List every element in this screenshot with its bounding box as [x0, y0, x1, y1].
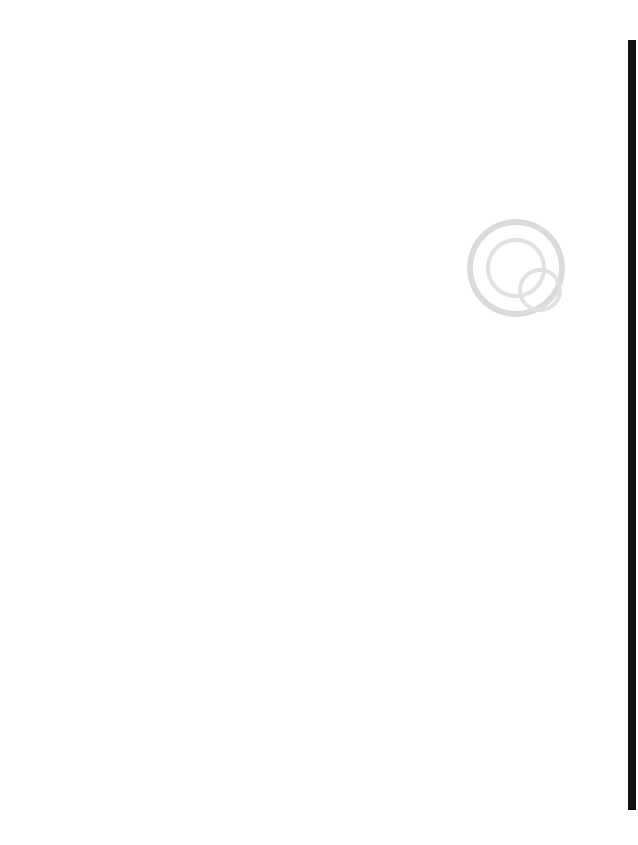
- deq-watermark: [470, 222, 562, 314]
- footer-bar: [0, 831, 638, 845]
- scan-edge: [628, 40, 636, 810]
